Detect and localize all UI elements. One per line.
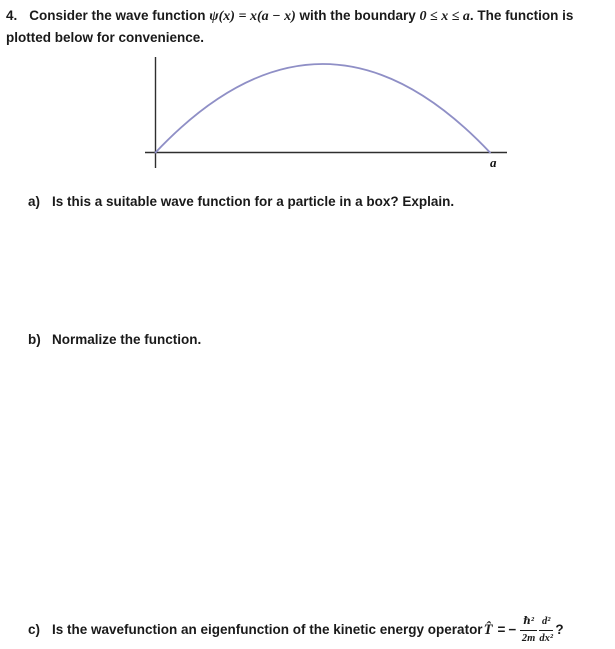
problem-text-boundary: with the boundary bbox=[295, 8, 420, 23]
question-a-text: Is this a suitable wave function for a particle in a box? Explain. bbox=[52, 194, 455, 209]
problem-statement bbox=[6, 5, 613, 48]
question-c-text: Is the wavefunction an eigenfunction of the kinetic energy operator bbox=[52, 622, 483, 637]
question-b-text: Normalize the function. bbox=[52, 332, 202, 347]
minus-sign: − bbox=[508, 622, 517, 637]
wavefunction-curve bbox=[156, 64, 491, 153]
question-b-label: b) bbox=[28, 332, 41, 347]
question-a bbox=[28, 192, 613, 212]
question-c bbox=[28, 610, 613, 649]
hbar-squared-over-2m-fraction bbox=[520, 615, 537, 644]
problem-text-intro: Consider the wave function bbox=[29, 8, 210, 23]
question-mark: ? bbox=[555, 622, 564, 637]
question-a-label: a) bbox=[28, 194, 41, 209]
fraction2-numerator: d² bbox=[539, 615, 553, 630]
equals-sign: = bbox=[497, 622, 506, 637]
wavefunction-formula: ψ(x) = x(a − x) bbox=[209, 9, 296, 24]
fraction1-denominator: 2m bbox=[521, 632, 536, 644]
wavefunction-plot bbox=[140, 52, 520, 177]
question-c-label: c) bbox=[28, 622, 41, 637]
problem-text-end-line1: . The function is bbox=[469, 8, 574, 23]
x-axis-label-a: a bbox=[490, 155, 497, 170]
question-b bbox=[28, 330, 613, 350]
kinetic-energy-operator-symbol: T̂ bbox=[483, 622, 493, 638]
d2-dx2-fraction bbox=[539, 615, 553, 644]
fraction2-denominator: dx² bbox=[539, 632, 554, 644]
problem-number: 4. bbox=[6, 8, 18, 23]
problem-text-line2: plotted below for convenience. bbox=[6, 30, 205, 45]
boundary-formula: 0 ≤ x ≤ a bbox=[419, 9, 470, 24]
fraction1-numerator: ℏ² bbox=[520, 615, 537, 630]
